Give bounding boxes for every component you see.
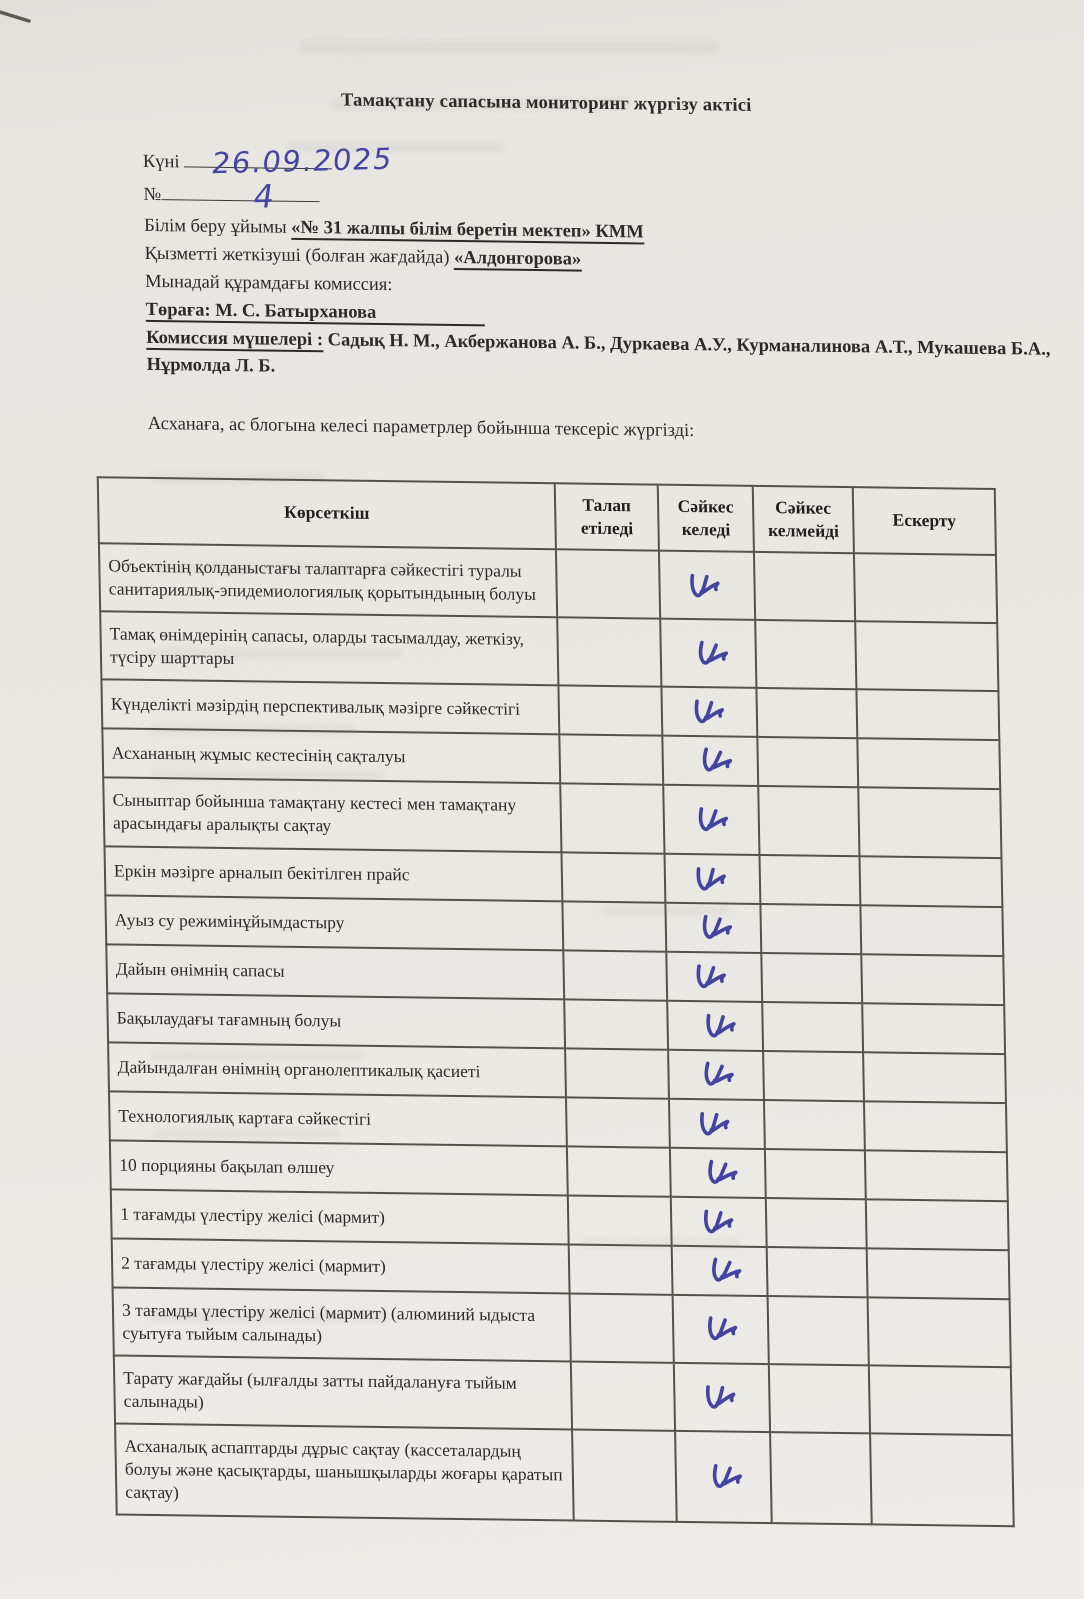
handwritten-checkmark-icon [684,571,722,599]
chairman-label-and-name [145,300,484,326]
indicator-cell [108,1042,566,1097]
required-cell [559,735,663,785]
handwritten-checkmark-icon [702,1158,739,1188]
number-label: № [143,184,162,206]
indicator-cell [101,680,559,735]
indicator-text: Еркін мәзірге арналып бекітілген прайс [113,860,410,884]
not-complies-cell [770,1432,872,1525]
handwritten-checkmark-icon [689,699,726,726]
complies-cell [664,853,760,903]
indicator-cell [99,543,557,617]
table-row [103,778,1001,858]
indicator-text: Дайын өнімнің сапасы [115,958,285,981]
not-complies-cell [764,1100,865,1150]
note-cell [868,1297,1011,1367]
provider-value: «Алдонгорова» [454,248,581,272]
not-complies-cell [760,904,861,954]
complies-cell [673,1294,769,1363]
indicator-text: Бақылаудағы тағамның болуы [116,1007,342,1030]
indicator-text: Асхананың жұмыс кестесінің сақталуы [111,742,406,767]
provider-label: Қызметті жеткізуші (болған жағдайда) [144,243,450,268]
indicator-text: Технологиялық картаға сәйкестігі [118,1105,372,1129]
required-cell [558,686,662,736]
required-cell [572,1429,677,1522]
note-cell [870,1433,1014,1526]
note-cell [869,1365,1012,1435]
required-cell [568,1195,672,1245]
chairman-value: М. С. Батырханова [215,300,377,323]
organization-value: «№ 31 жалпы білім беретін мектеп» КММ [291,218,644,245]
indicator-cell [102,729,560,784]
complies-cell [667,1000,763,1050]
indicator-cell [115,1423,574,1520]
column-header-complies: Сәйкес келеді [658,485,754,552]
required-cell [571,1361,675,1431]
required-cell [563,950,667,1000]
table-row [99,543,997,623]
required-cell [567,1146,671,1196]
indicator-cell [105,895,563,950]
not-complies-cell [769,1364,870,1434]
complies-cell [669,1098,765,1148]
note-cell [865,1150,1008,1201]
complies-cell [666,951,762,1001]
not-complies-cell [759,855,860,905]
required-cell [560,784,664,854]
indicator-text: 10 порцияны бақылап өлшеу [119,1154,335,1177]
complies-cell [661,687,757,737]
inspection-table [97,476,1015,1527]
indicator-text: Сыныптар бойынша тамақтану кестесі мен тамақтану арасындағы аралықты сақтау [112,789,517,836]
required-cell [557,617,661,687]
members-value: Садық Н. М., Акбержанова А. Б., Дуркаева А.У., Курманалинова А.Т., Мукашева Б.А., Нұрмолда Л. Б. [146,330,1051,377]
column-header-indicator: Көрсеткіш [98,477,556,549]
table-body [99,543,1014,1526]
note-cell [867,1248,1010,1299]
required-cell [562,901,666,951]
indicator-cell [113,1287,571,1361]
required-cell [566,1097,670,1147]
indicator-cell [107,993,565,1048]
indicator-text: 1 тағамды үлестіру желісі (мармит) [120,1203,385,1227]
complies-cell [665,902,761,952]
indicator-text: Объектінің қолданыстағы талаптарға сәйкестігі туралы санитариялық-эпидемиологиялық қорытындының болуы [108,555,537,605]
indicator-cell [111,1189,569,1244]
note-cell [860,905,1003,956]
handwritten-number: 4 [252,177,277,216]
complies-cell [663,785,759,854]
handwritten-checkmark-icon [698,1208,735,1235]
required-cell [556,549,660,619]
indicator-text: Күнделікті мәзірдің перспективалық мәзірге сәйкестігі [110,693,521,720]
indicator-text: Тамақ өнімдерінің сапасы, оларды тасымалдау, жеткізу, түсіру шарттары [109,623,525,669]
table-row [114,1355,1012,1435]
complies-cell [659,551,755,620]
indicator-cell [104,846,562,901]
indicator-cell [103,778,561,852]
complies-cell [672,1245,768,1295]
required-cell [569,1244,673,1294]
handwritten-date: 26.09.2025 [211,141,395,181]
complies-cell [675,1431,772,1524]
date-line [142,141,1053,188]
not-complies-cell [756,688,857,738]
handwritten-checkmark-icon [700,1383,738,1412]
table-row [115,1423,1014,1526]
not-complies-cell [766,1198,867,1248]
not-complies-cell [767,1247,868,1297]
handwritten-checkmark-icon [697,913,734,942]
note-cell [858,788,1001,858]
handwritten-checkmark-icon [694,1109,732,1137]
not-complies-cell [754,552,855,622]
complies-cell [668,1049,764,1099]
handwritten-checkmark-icon [703,1315,739,1343]
not-complies-cell [765,1149,866,1199]
complies-cell [671,1196,767,1246]
complies-cell [660,619,756,688]
indicator-text: 2 тағамды үлестіру желісі (мармит) [120,1252,386,1276]
handwritten-checkmark-icon [696,746,734,777]
indicator-cell [114,1355,572,1429]
note-cell [855,621,998,691]
members-label: Комиссия мүшелері : [146,328,323,352]
note-cell [854,553,997,623]
table-row [100,611,998,691]
handwritten-checkmark-icon [700,1012,737,1040]
note-cell [861,954,1004,1005]
not-complies-cell [758,786,859,856]
indicator-cell [106,944,564,999]
date-underline [184,141,395,181]
not-complies-cell [761,953,862,1003]
date-label: Күні [142,151,180,173]
handwritten-checkmark-icon [690,864,728,893]
note-cell [857,739,1000,790]
members-line [146,325,1057,391]
not-complies-cell [763,1051,864,1101]
complies-cell [662,736,758,786]
note-cell [856,690,999,741]
indicator-cell [100,611,558,685]
not-complies-cell [755,620,856,690]
not-complies-cell [768,1296,869,1366]
note-cell [859,856,1002,907]
header-block [142,141,1057,391]
chairman-label: Төраға: [145,299,211,321]
indicator-cell [110,1140,568,1195]
organization-label: Білім беру ұйымы [143,215,287,238]
complies-cell [674,1363,770,1432]
required-cell [565,1048,669,1098]
handwritten-checkmark-icon [707,1462,744,1491]
handwritten-checkmark-icon [706,1255,744,1286]
inspection-intro: Асханаға, ас блогына келесі параметрлер бойынша тексеріс жүргізді: [147,413,695,442]
note-cell [862,1003,1005,1054]
indicator-text: 3 тағамды үлестіру желісі (мармит) (алюминий ыдыста суытуға тыйым салынады) [121,1299,536,1345]
not-complies-cell [757,737,858,787]
complies-cell [670,1147,766,1197]
number-underline [161,177,319,216]
not-complies-cell [762,1002,863,1052]
required-cell [564,999,668,1049]
required-cell [570,1293,674,1363]
table-header-row [98,477,996,555]
handwritten-checkmark-icon [691,963,727,990]
note-cell [863,1052,1006,1103]
commission-intro-line: Мынадай құрамдағы комиссия: [144,271,393,296]
indicator-text: Тарату жағдайы (ылғалды затты пайдалануға тыйым салынады) [123,1367,517,1412]
note-cell [866,1199,1009,1250]
column-header-required: Талап етіледі [555,483,659,550]
indicator-cell [112,1238,570,1293]
table-row [113,1287,1011,1367]
note-cell [864,1101,1007,1152]
column-header-note: Ескерту [853,487,996,555]
indicator-text: Дайындалған өнімнің органолептикалық қасиеті [117,1056,481,1081]
page-title: Тамақтану сапасына мониторинг жүргізу актісі [340,90,752,116]
indicator-text: Асханалық аспаптарды дұрыс сақтау (кассеталардың болуы және қасықтарды, шанышқыларды жоғары қаратып сақтау) [124,1435,563,1503]
indicator-cell [109,1091,567,1146]
column-header-not-complies: Сәйкес келмейді [753,486,854,553]
required-cell [561,852,665,902]
handwritten-checkmark-icon [693,639,730,669]
handwritten-checkmark-icon [698,1059,736,1089]
indicator-text: Ауыз су режимінұйымдастыру [114,909,345,933]
handwritten-checkmark-icon [693,806,729,834]
